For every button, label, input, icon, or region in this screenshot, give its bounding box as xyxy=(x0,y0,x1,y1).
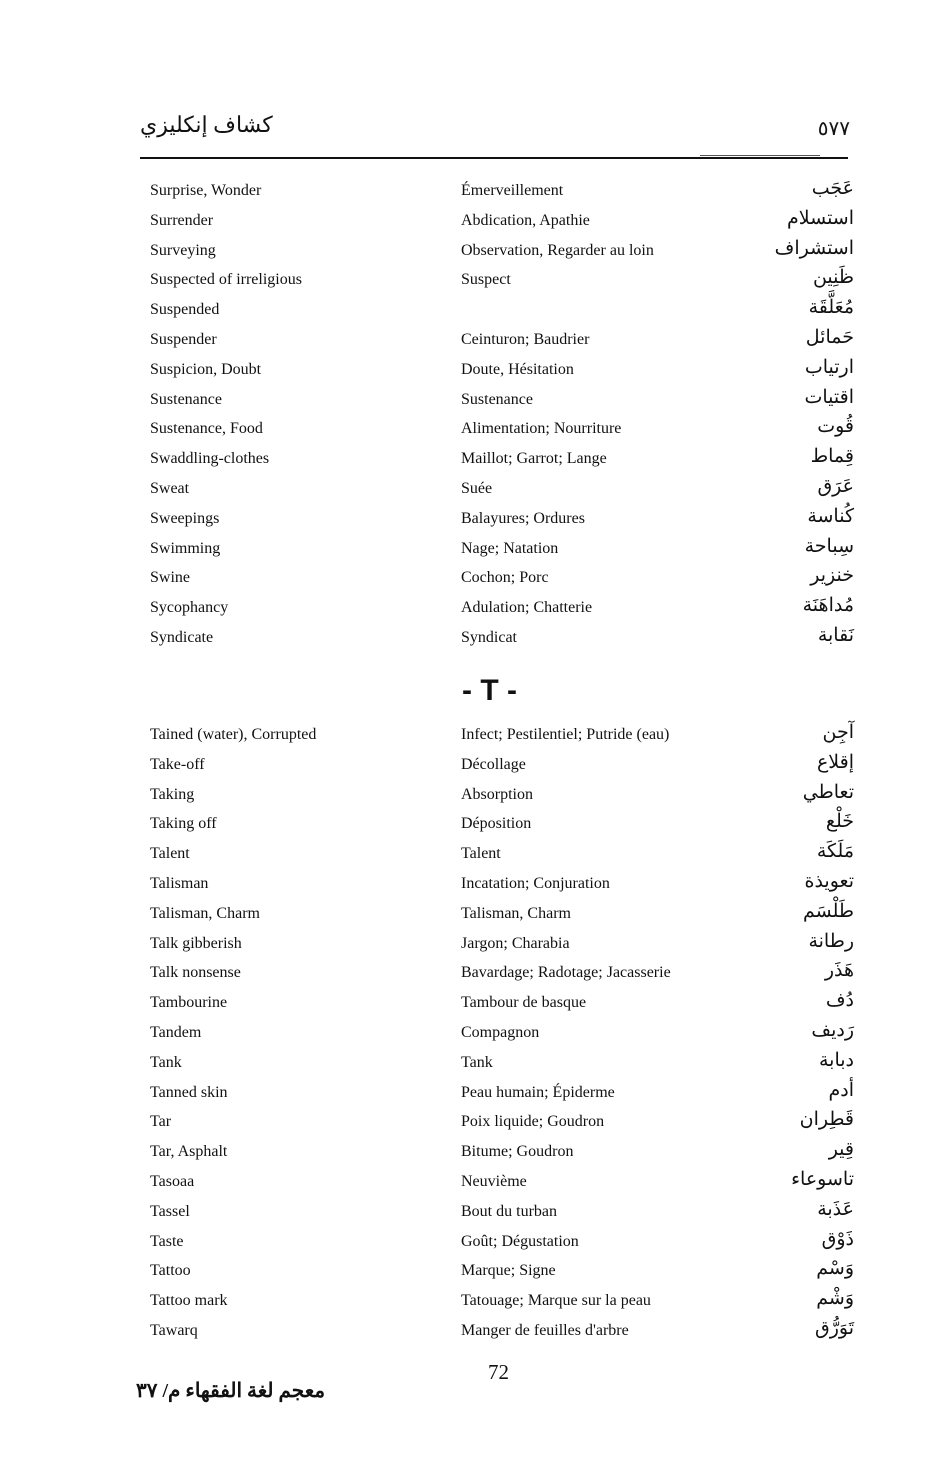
entry-row xyxy=(148,843,854,873)
entry-row xyxy=(148,448,854,478)
english-term: Talk nonsense xyxy=(150,964,241,982)
entry-row xyxy=(148,724,854,754)
arabic-term: خَلْع xyxy=(825,811,854,833)
entry-row xyxy=(148,1141,854,1171)
arabic-term: استشراف xyxy=(774,237,854,259)
entry-row xyxy=(148,386,854,419)
arabic-term: دبابة xyxy=(818,1049,854,1071)
entry-row xyxy=(148,992,854,1022)
entry-row xyxy=(148,567,854,597)
french-term: Marque; Signe xyxy=(461,1262,556,1280)
entry-row xyxy=(148,207,854,240)
arabic-term: دُف xyxy=(825,990,854,1012)
french-term: Cochon; Porc xyxy=(461,569,549,587)
arabic-term: قَطِران xyxy=(799,1109,854,1131)
french-term: Ceinturon; Baudrier xyxy=(461,330,590,348)
english-term: Sustenance, Food xyxy=(150,420,263,438)
entry-row xyxy=(148,781,854,814)
header-page-number: ٥٧٧ xyxy=(817,118,850,140)
french-term: Bitume; Goudron xyxy=(461,1143,574,1161)
french-term: Poix liquide; Goudron xyxy=(461,1113,605,1131)
arabic-term: تعاطي xyxy=(802,781,854,803)
arabic-term: قِماط xyxy=(810,446,854,468)
entry-row xyxy=(148,813,854,843)
arabic-term: طَلْسَم xyxy=(802,900,854,922)
entry-row xyxy=(148,237,854,270)
entry-row xyxy=(148,326,854,359)
entry-row xyxy=(148,1111,854,1141)
french-term: Tank xyxy=(461,1053,493,1071)
french-term: Jargon; Charabia xyxy=(461,934,570,952)
entry-row xyxy=(148,1228,854,1261)
english-term: Tasoaa xyxy=(150,1172,195,1190)
french-term: Infect; Pestilentiel; Putride (eau) xyxy=(461,726,670,743)
arabic-term: وَشْم xyxy=(816,1288,854,1310)
english-term: Tank xyxy=(150,1053,182,1071)
entry-row xyxy=(148,505,854,538)
english-term: Swimming xyxy=(150,539,221,557)
french-term: Neuvième xyxy=(461,1172,527,1190)
header-rule-accent xyxy=(700,155,820,156)
french-term: Compagnon xyxy=(461,1023,540,1041)
french-term: Maillot; Garrot; Lange xyxy=(461,450,607,468)
header-title: كشاف إنكليزي xyxy=(140,112,273,137)
arabic-term: قُوت xyxy=(817,416,854,438)
entry-row xyxy=(148,535,854,568)
entry-row xyxy=(148,299,854,329)
english-term: Suspected of irreligious xyxy=(150,271,302,289)
french-term: Talisman, Charm xyxy=(461,904,571,922)
page-header xyxy=(140,108,850,148)
french-term: Talent xyxy=(461,845,501,863)
entry-row xyxy=(148,751,854,784)
entry-row xyxy=(148,475,854,508)
entry-row xyxy=(148,1079,854,1112)
english-term: Take-off xyxy=(150,755,205,773)
entry-row xyxy=(148,900,854,933)
section-s-entries xyxy=(148,180,854,657)
arabic-term: عَرَق xyxy=(817,475,854,497)
french-term: Sustenance xyxy=(461,390,533,408)
arabic-term: آجِن xyxy=(822,722,854,743)
french-term: Émerveillement xyxy=(461,182,564,199)
section-letter-heading: - T - xyxy=(462,674,517,707)
french-term: Abdication, Apathie xyxy=(461,211,590,229)
arabic-term: رطانة xyxy=(808,930,854,952)
entry-row xyxy=(148,597,854,627)
arabic-term: قِير xyxy=(828,1139,854,1161)
arabic-term: ظَنِين xyxy=(812,267,854,289)
arabic-term: مُعَلَّقَة xyxy=(808,297,854,319)
english-term: Swine xyxy=(150,569,190,587)
arabic-term: عَذَبة xyxy=(817,1198,854,1220)
arabic-term: كُناسة xyxy=(807,505,854,527)
section-t-entries xyxy=(148,724,854,1350)
english-term: Taking xyxy=(150,785,195,803)
arabic-term: تعويذة xyxy=(804,870,854,892)
english-term: Surprise, Wonder xyxy=(150,182,262,199)
arabic-term: اقتيات xyxy=(804,386,854,408)
english-term: Tambourine xyxy=(150,994,228,1012)
arabic-term: هَذَر xyxy=(824,960,854,982)
french-term: Observation, Regarder au loin xyxy=(461,241,654,259)
english-term: Tattoo mark xyxy=(150,1292,228,1310)
arabic-term: مُداهَنَة xyxy=(802,595,854,617)
arabic-term: تاسوعاء xyxy=(791,1168,854,1190)
arabic-term: مَلَكَة xyxy=(816,841,854,863)
arabic-term: سِباحة xyxy=(804,535,854,557)
arabic-term: ارتياب xyxy=(804,356,854,378)
entry-row xyxy=(148,180,854,210)
english-term: Sycophancy xyxy=(150,599,229,617)
entry-row xyxy=(148,1168,854,1201)
arabic-term: تَوَرُّق xyxy=(814,1317,854,1339)
english-term: Tained (water), Corrupted xyxy=(150,726,317,743)
english-term: Taking off xyxy=(150,815,217,833)
entry-row xyxy=(148,356,854,389)
french-term: Peau humain; Épiderme xyxy=(461,1083,615,1101)
french-term: Adulation; Chatterie xyxy=(461,599,593,617)
english-term: Tattoo xyxy=(150,1262,191,1280)
footer-page-number: 72 xyxy=(488,1360,509,1384)
english-term: Sweat xyxy=(150,479,190,497)
french-term: Doute, Hésitation xyxy=(461,360,574,378)
english-term: Tar xyxy=(150,1113,172,1131)
french-term: Bavardage; Radotage; Jacasserie xyxy=(461,964,671,982)
arabic-term: إقلاع xyxy=(816,751,854,773)
english-term: Tanned skin xyxy=(150,1083,228,1101)
french-term: Goût; Dégustation xyxy=(461,1232,579,1250)
english-term: Suspended xyxy=(150,301,220,319)
french-term: Suée xyxy=(461,479,493,497)
entry-row xyxy=(148,418,854,448)
entry-row xyxy=(148,1049,854,1082)
arabic-term: خنزير xyxy=(810,565,854,587)
english-term: Talisman, Charm xyxy=(150,904,260,922)
arabic-term: استسلام xyxy=(787,207,854,229)
french-term: Balayures; Ordures xyxy=(461,509,585,527)
french-term: Alimentation; Nourriture xyxy=(461,420,622,438)
english-term: Sustenance xyxy=(150,390,222,408)
english-term: Syndicate xyxy=(150,628,214,646)
english-term: Suspicion, Doubt xyxy=(150,360,262,378)
english-term: Tar, Asphalt xyxy=(150,1143,228,1161)
french-term: Tambour de basque xyxy=(461,994,587,1012)
english-term: Swaddling-clothes xyxy=(150,450,270,468)
arabic-term: نَقابة xyxy=(817,624,854,646)
english-term: Talk gibberish xyxy=(150,934,242,952)
french-term: Nage; Natation xyxy=(461,539,559,557)
english-term: Talent xyxy=(150,845,190,863)
french-term: Bout du turban xyxy=(461,1202,557,1220)
english-term: Surveying xyxy=(150,241,216,259)
french-term: Suspect xyxy=(461,271,511,289)
entry-row xyxy=(148,930,854,963)
english-term: Tawarq xyxy=(150,1321,198,1339)
english-term: Tandem xyxy=(150,1023,202,1041)
arabic-term: وَسْم xyxy=(816,1258,854,1280)
entry-row xyxy=(148,624,854,657)
entry-row xyxy=(148,1290,854,1320)
english-term: Surrender xyxy=(150,211,214,229)
english-term: Suspender xyxy=(150,330,217,348)
arabic-term: ذَوْق xyxy=(821,1228,854,1250)
entry-row xyxy=(148,1317,854,1350)
footer-book-mark: معجم لغة الفقهاء م/ ٣٧ xyxy=(136,1380,326,1402)
entry-row xyxy=(148,269,854,299)
arabic-term: حَمائل xyxy=(805,326,854,348)
arabic-term: أدم xyxy=(828,1079,854,1101)
french-term: Manger de feuilles d'arbre xyxy=(461,1321,629,1339)
french-term: Décollage xyxy=(461,755,526,773)
arabic-term: رَديف xyxy=(811,1019,854,1041)
entry-row xyxy=(148,1260,854,1290)
french-term: Tatouage; Marque sur la peau xyxy=(461,1292,651,1310)
french-term: Déposition xyxy=(461,815,532,833)
french-term: Incatation; Conjuration xyxy=(461,874,610,892)
english-term: Talisman xyxy=(150,874,209,892)
english-term: Taste xyxy=(150,1232,184,1250)
english-term: Tassel xyxy=(150,1202,190,1220)
entry-row xyxy=(148,1019,854,1052)
entry-row xyxy=(148,870,854,903)
entry-row xyxy=(148,962,854,992)
entry-row xyxy=(148,1198,854,1231)
french-term: Absorption xyxy=(461,785,533,803)
english-term: Sweepings xyxy=(150,509,220,527)
arabic-term: عَجَب xyxy=(811,178,854,199)
header-rule xyxy=(140,157,848,159)
french-term: Syndicat xyxy=(461,628,517,646)
